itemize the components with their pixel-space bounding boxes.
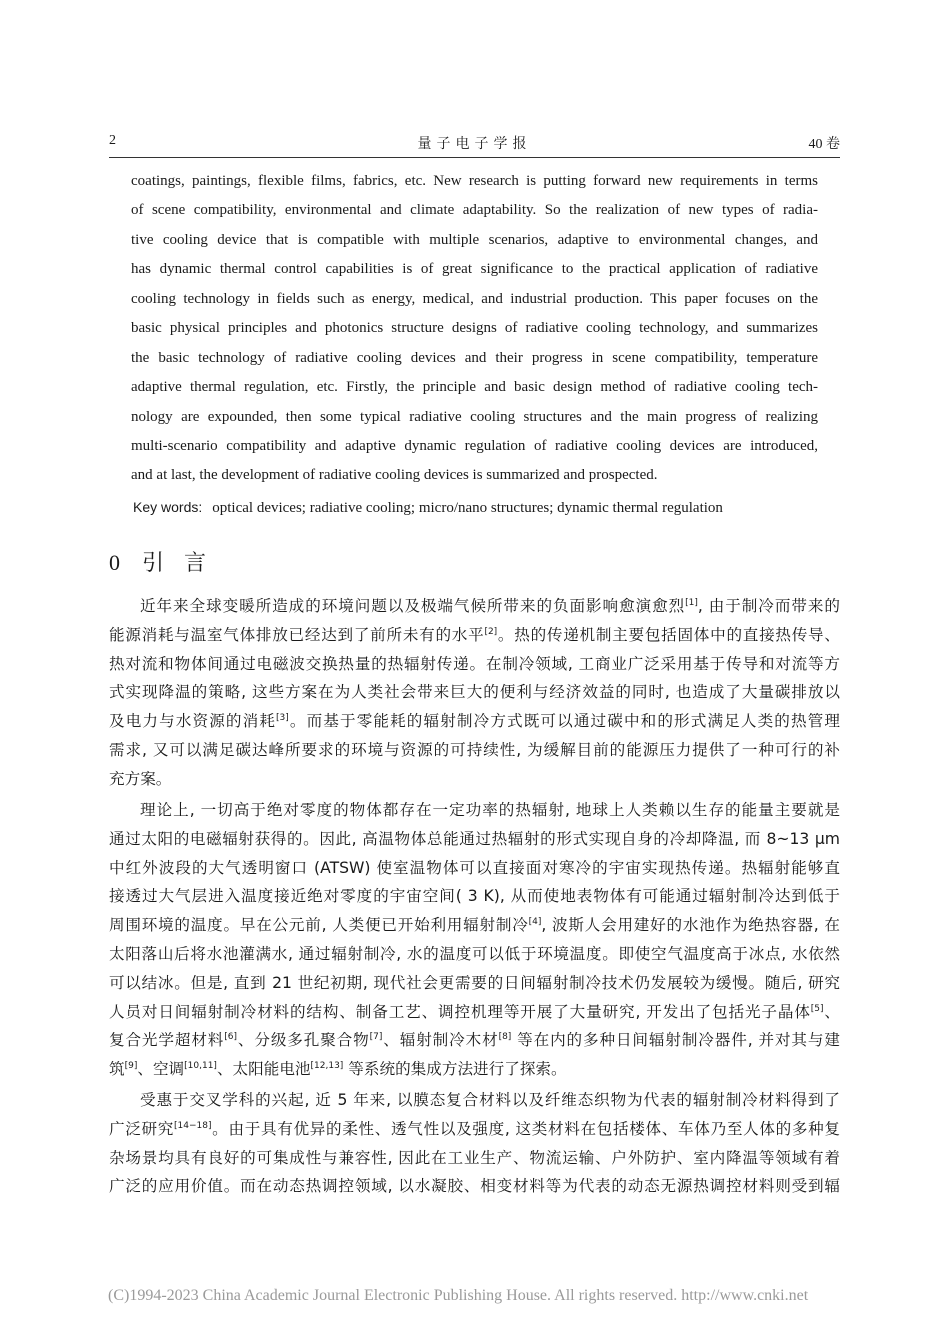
- journal-title: 量子电子学报: [417, 137, 532, 152]
- citation-ref[interactable]: [5]: [810, 1003, 824, 1014]
- citation-ref[interactable]: [8]: [498, 1032, 512, 1043]
- abstract-line: tive cooling device that is compatible with multiple scenarios, adaptive to environmental changes, and: [131, 231, 818, 248]
- abstract-line: and at last, the development of radiative cooling devices is summarized and prospected.: [131, 467, 658, 484]
- paragraph-line: 周围环境的温度。早在公元前, 人类便已开始利用辐射制冷[4], 波斯人会用建好的水池作为绝热容器, 在: [109, 916, 840, 935]
- paragraph-line: 人员对日间辐射制冷材料的结构、制备工艺、调控机理等开展了大量研究, 开发出了包括光子晶体[5]、: [109, 1002, 840, 1021]
- abstract-line: multi-scenario compatibility and adaptive dynamic regulation of radiative cooling devices are introduced,: [131, 437, 818, 454]
- paragraph-line: 近年来全球变暖所造成的环境问题以及极端气候所带来的负面影响愈演愈烈[1], 由于制冷而带来的: [140, 597, 840, 615]
- keywords-text: optical devices; radiative cooling; micro/nano structures; dynamic thermal regulation: [212, 500, 723, 516]
- citation-ref[interactable]: [2]: [484, 626, 498, 637]
- citation-ref[interactable]: [10,11]: [184, 1061, 217, 1072]
- abstract-line: the basic technology of radiative cooling devices and their progress in scene compatibility, temperature: [131, 349, 818, 366]
- abstract-line: nology are expounded, then some typical radiative cooling structures and the main progress of realizing: [131, 408, 818, 425]
- paragraph-line: 可以结冰。但是, 直到 21 世纪初期, 现代社会更需要的日间辐射制冷技术仍发展较为缓慢。随后, 研究: [109, 973, 840, 992]
- section-number: 0: [109, 550, 120, 575]
- keywords-label: Key words:: [133, 499, 203, 515]
- citation-ref[interactable]: [1]: [685, 598, 698, 608]
- paragraph-line: 广泛研究[14−18]。由于具有优异的柔性、透气性以及强度, 这类材料在包括楼体、车体乃至人体的多种复: [109, 1119, 840, 1138]
- citation-ref[interactable]: [14−18]: [174, 1120, 212, 1131]
- header-rule: [109, 157, 840, 158]
- page-number: 2: [109, 133, 116, 148]
- paragraph-line: 杂场景均具有良好的可集成性与兼容性, 因此在工业生产、物流运输、户外防护、室内降温等领域有着: [109, 1148, 840, 1167]
- paragraph-line: 接透过大气层进入温度接近绝对零度的宇宙空间( 3 K), 从而使地表物体有可能通过辐射制冷达到低于: [109, 887, 840, 906]
- paragraph-line: 充方案。: [109, 769, 172, 788]
- abstract-line: coatings, paintings, flexible films, fabrics, etc. New research is putting forward new requirements in terms: [131, 173, 818, 189]
- paragraph-line: 需求, 又可以满足碳达峰所要求的环境与资源的可持续性, 为缓解目前的能源压力提供了一种可行的补: [109, 740, 840, 759]
- abstract-line: of scene compatibility, environmental and climate adaptability. So the realization of new types of radia-: [131, 202, 818, 219]
- citation-ref[interactable]: [7]: [369, 1032, 383, 1043]
- citation-ref[interactable]: [9]: [124, 1061, 138, 1072]
- paragraph-line: 复合光学超材料[6]、分级多孔聚合物[7]、辐射制冷木材[8] 等在内的多种日间辐射制冷器件, 并对其与建: [109, 1031, 840, 1050]
- paragraph-line: 广泛的应用价值。而在动态热调控领域, 以水凝胶、相变材料等为代表的动态无源热调控材料则受到辐: [109, 1177, 840, 1196]
- paragraph-line: 中红外波段的大气透明窗口 (ATSW) 使室温物体可以直接面对寒冷的宇宙实现热传递。热辐射能够直: [109, 858, 840, 877]
- citation-ref[interactable]: [3]: [276, 713, 289, 724]
- volume-label: 40 卷: [808, 137, 840, 152]
- copyright-watermark: (C)1994-2023 China Academic Journal Electronic Publishing House. All rights reserved. http://www.cnki.net: [108, 1287, 809, 1304]
- citation-ref[interactable]: [12,13]: [310, 1061, 344, 1072]
- abstract-line: has dynamic thermal control capabilities is of great significance to the practical application of radiative: [131, 261, 818, 278]
- abstract-line: cooling technology in fields such as energy, medical, and industrial production. This paper focuses on the: [131, 290, 818, 307]
- paragraph-3: [109, 1086, 840, 1201]
- paragraph-line: 热对流和物体间通过电磁波交换热量的热辐射传递。在制冷领域, 工商业广泛采用基于传导和对流等方: [109, 654, 840, 673]
- paragraph-line: 太阳落山后将水池灌满水, 通过辐射制冷, 水的温度可以低于环境温度。即使空气温度高于冰点, 水依然: [109, 944, 840, 963]
- running-header: [109, 133, 840, 155]
- paragraph-line: 及电力与水资源的消耗[3]。而基于零能耗的辐射制冷方式既可以通过碳中和的形式满足人类的热管理: [109, 712, 840, 731]
- section-heading: [109, 549, 226, 577]
- abstract-line: basic physical principles and photonics structure designs of radiative cooling technology, and summarizes: [131, 320, 818, 337]
- paragraph-line: 理论上, 一切高于绝对零度的物体都存在一定功率的热辐射, 地球上人类赖以生存的能量主要就是: [140, 801, 840, 819]
- citation-ref[interactable]: [4]: [528, 917, 542, 928]
- paragraph-line: 通过太阳的电磁辐射获得的。因此, 高温物体总能通过热辐射的形式实现自身的冷却降温, 而 8~13 μm: [109, 829, 840, 848]
- paragraph-2: [109, 796, 840, 1084]
- citation-ref[interactable]: [6]: [224, 1032, 238, 1043]
- section-title: 引言: [142, 550, 227, 575]
- paragraph-line: 受惠于交叉学科的兴起, 近 5 年来, 以膜态复合材料以及纤维态织物为代表的辐射制冷材料得到了: [140, 1091, 840, 1109]
- keywords: [133, 496, 723, 519]
- paragraph-line: 筑[9]、空调[10,11]、太阳能电池[12,13] 等系统的集成方法进行了探索。: [109, 1060, 567, 1079]
- paragraph-line: 能源消耗与温室气体排放已经达到了前所未有的水平[2]。热的传递机制主要包括固体中的直接热传导、: [109, 625, 840, 644]
- abstract-line: adaptive thermal regulation, etc. Firstly, the principle and basic design method of radiative cooling tech-: [131, 379, 818, 396]
- paragraph-1: [109, 592, 840, 794]
- abstract-continuation: [131, 167, 818, 491]
- paragraph-line: 式实现降温的策略, 这些方案在为人类社会带来巨大的便利与经济效益的同时, 也造成了大量碳排放以: [109, 683, 840, 702]
